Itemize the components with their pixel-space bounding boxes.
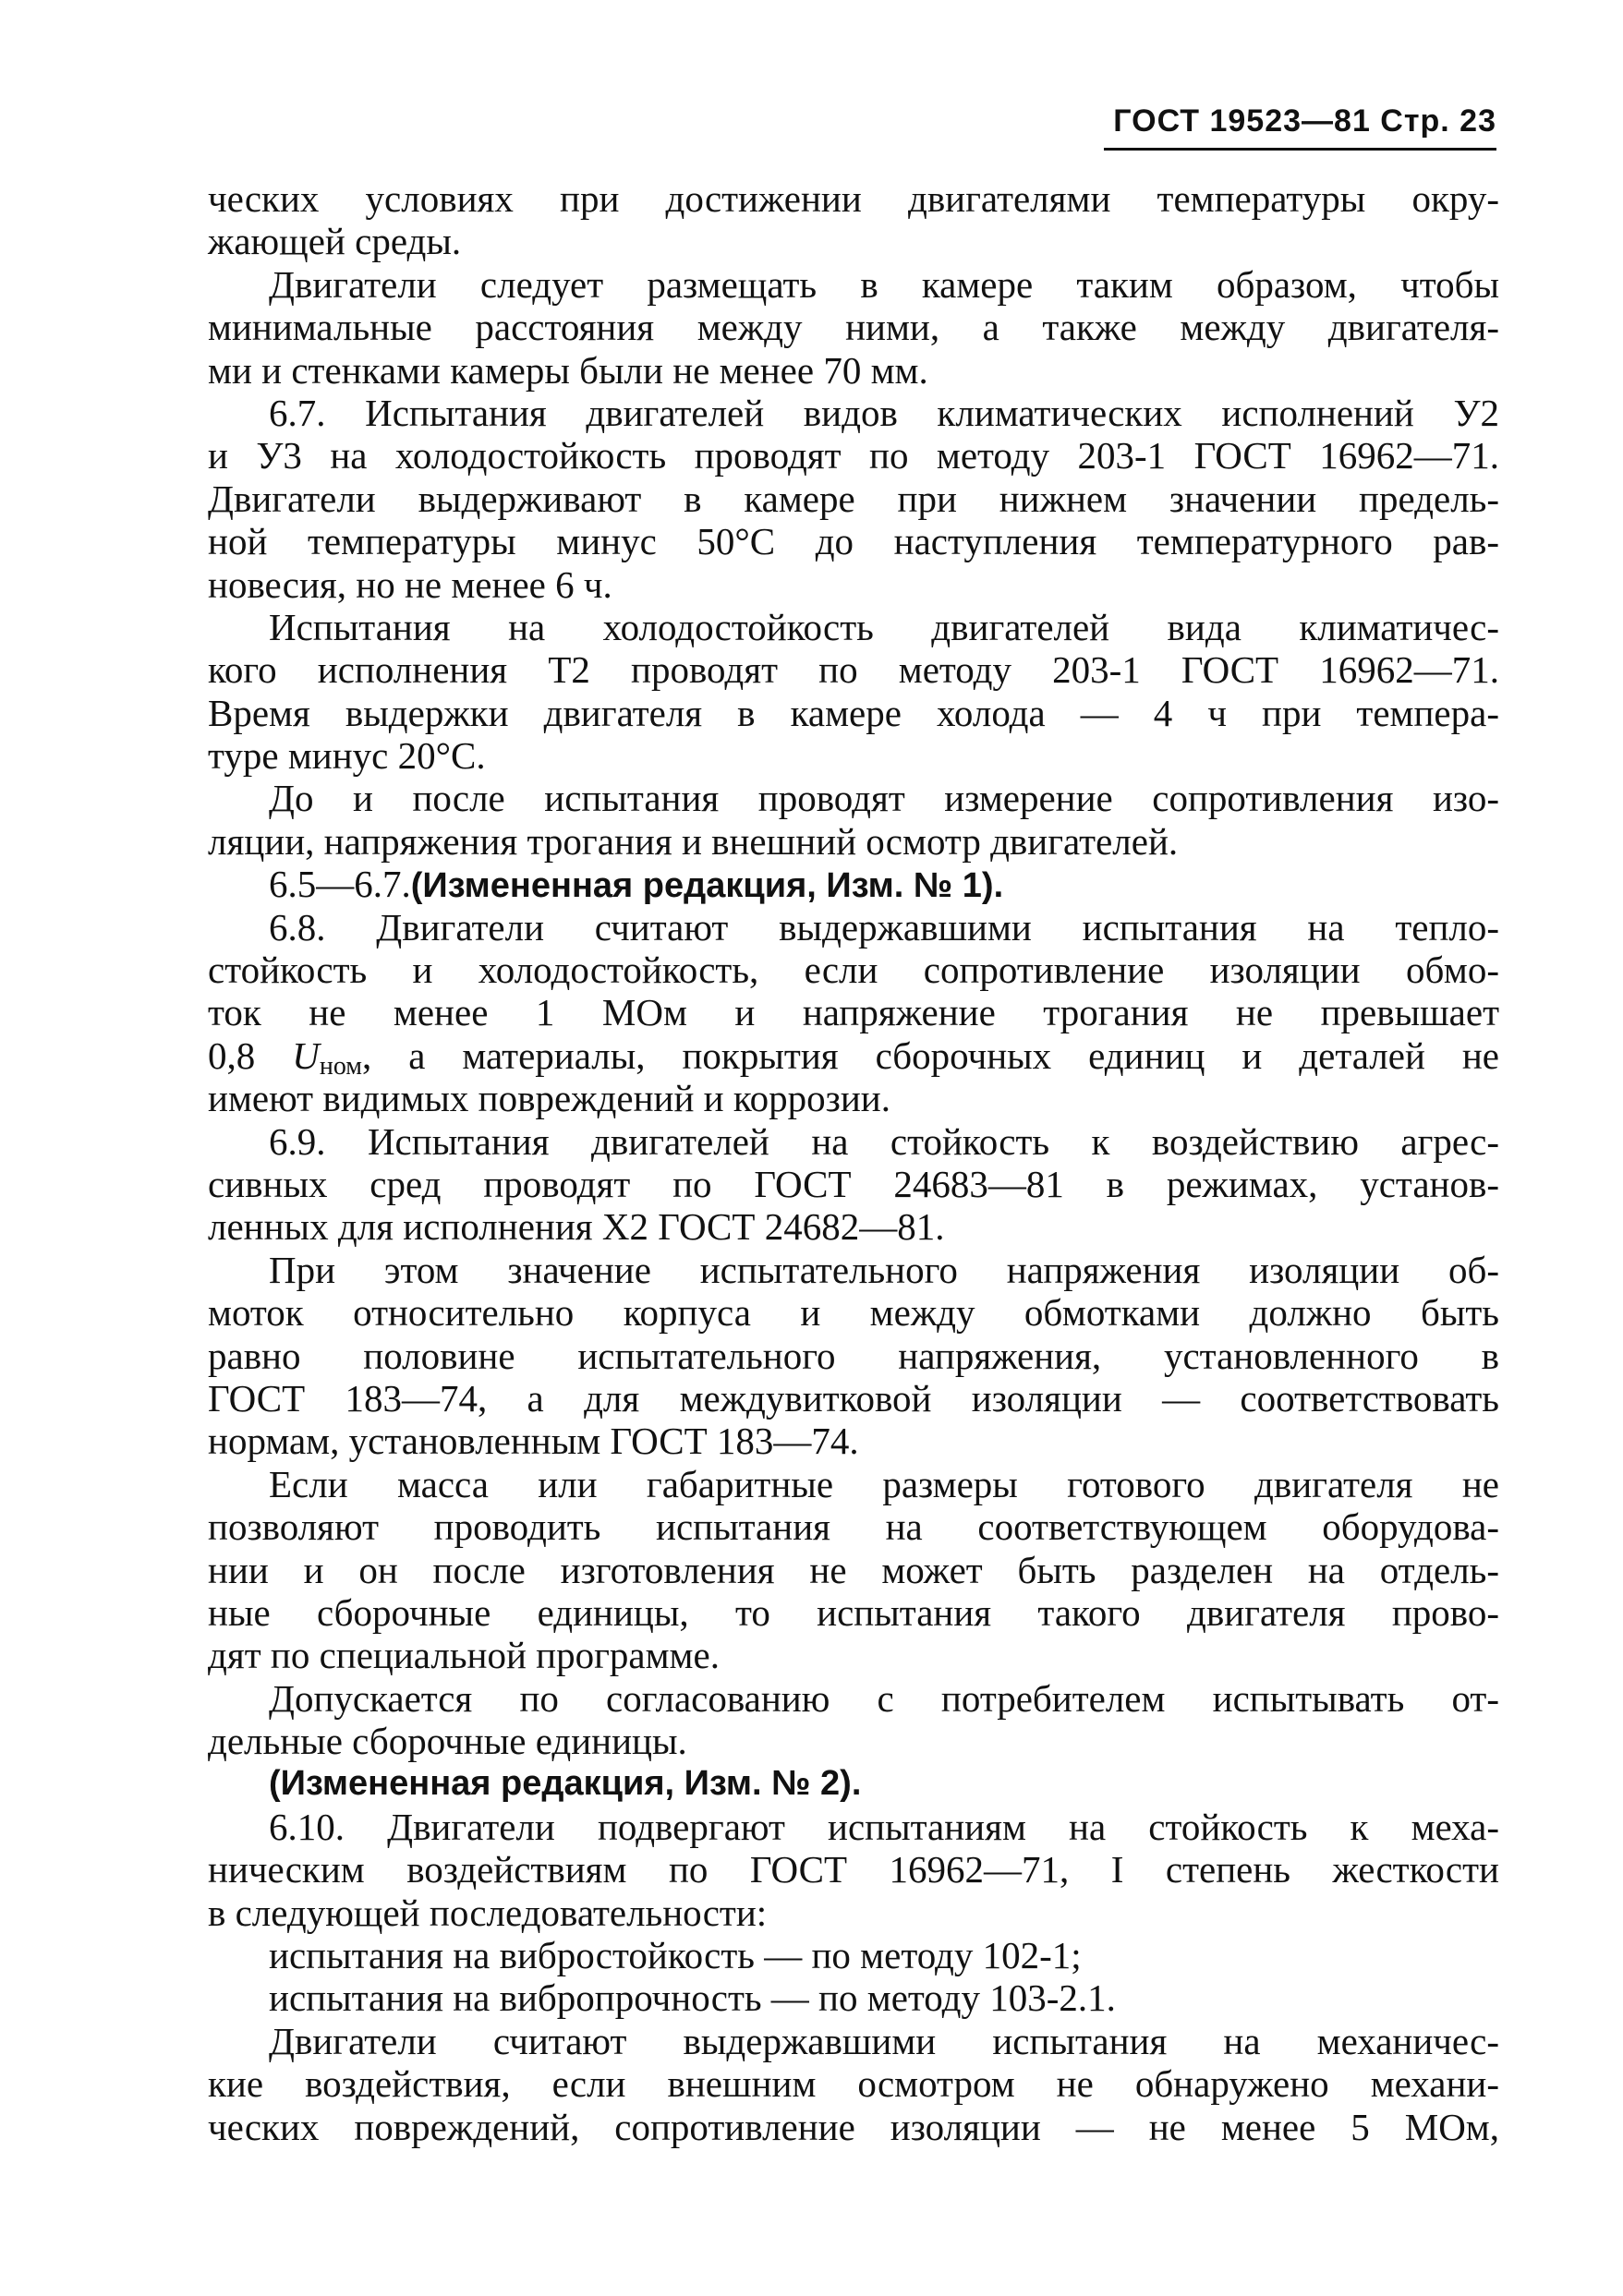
text-line: позволяют проводить испытания на соответствующем оборудова-	[208, 1505, 1499, 1549]
text-line: Испытания на холодостойкость двигателей вида климатичес-	[269, 605, 1499, 648]
text-line: испытания на вибростойкость — по методу 102-1;	[269, 1934, 1082, 1977]
voltage-coefficient: 0,8	[208, 1033, 256, 1077]
text-line: ленных для исполнения Х2 ГОСТ 24682—81.	[208, 1205, 945, 1249]
text-line: равно половине испытательного напряжения, установленного в	[208, 1334, 1499, 1377]
amendment-note: (Измененная редакция, Изм. № 1).	[410, 866, 1004, 906]
text-line: дельные сборочные единицы.	[208, 1720, 687, 1763]
text-line: туре минус 20°С.	[208, 734, 486, 778]
text-fragment: , а материалы, покрытия сборочных единиц и деталей не	[362, 1033, 1500, 1077]
text-line: нормам, установленным ГОСТ 183—74.	[208, 1420, 859, 1463]
text-line: ческих повреждений, сопротивление изоляции — не менее 5 МОм,	[208, 2105, 1499, 2148]
text-line: ческих условиях при достижении двигателями температуры окру-	[208, 177, 1499, 220]
text-line: дят по специальной программе.	[208, 1634, 720, 1677]
text-line: ГОСТ 183—74, а для междувитковой изоляции — соответствовать	[208, 1376, 1499, 1420]
text-line: жающей среды.	[208, 220, 462, 263]
text-line: До и после испытания проводят измерение сопротивления изо-	[269, 777, 1499, 820]
text-line: нии и он после изготовления не может быть разделен на отдель-	[208, 1548, 1499, 1591]
text-line: 6.9. Испытания двигателей на стойкость к воздействию агрес-	[269, 1119, 1499, 1163]
text-line: новесия, но не менее 6 ч.	[208, 562, 612, 606]
text-line: Двигатели выдерживают в камере при нижнем значении предель-	[208, 477, 1499, 520]
text-line: и У3 на холодостойкость проводят по методу 203-1 ГОСТ 16962—71.	[208, 434, 1499, 477]
text-line: 6.8. Двигатели считают выдержавшими испытания на тепло-	[269, 905, 1499, 949]
text-line: Двигатели считают выдержавшими испытания на механичес-	[269, 2019, 1499, 2062]
text-line: 6.10. Двигатели подвергают испытаниям на стойкость к меха-	[269, 1805, 1499, 1848]
text-line: кого исполнения Т2 проводят по методу 203-1 ГОСТ 16962—71.	[208, 648, 1499, 692]
text-line: моток относительно корпуса и между обмотками должно быть	[208, 1291, 1499, 1335]
text-line	[208, 863, 1499, 905]
voltage-symbol: U	[292, 1033, 320, 1077]
body-text	[208, 177, 1499, 2148]
text-line: ток не менее 1 МОм и напряжение трогания не превышает	[208, 991, 1499, 1034]
text-line: ной температуры минус 50°С до наступления температурного рав-	[208, 520, 1499, 563]
running-header: ГОСТ 19523—81 Стр. 23	[1113, 103, 1496, 139]
text-line: ляции, напряжения трогания и внешний осмотр двигателей.	[208, 819, 1179, 863]
text-line: Время выдержки двигателя в камере холода — 4 ч при темпера-	[208, 691, 1499, 734]
text-line: Если масса или габаритные размеры готового двигателя не	[269, 1462, 1499, 1505]
amendment-note: (Измененная редакция, Изм. № 2).	[269, 1764, 862, 1804]
text-line: 6.7. Испытания двигателей видов климатических исполнений У2	[269, 391, 1499, 434]
text-line: имеют видимых повреждений и коррозии.	[208, 1077, 891, 1120]
text-line: стойкость и холодостойкость, если сопротивление изоляции обмо-	[208, 949, 1499, 992]
text-line: При этом значение испытательного напряжения изоляции об-	[269, 1248, 1499, 1291]
text-line: сивных сред проводят по ГОСТ 24683—81 в режимах, установ-	[208, 1162, 1499, 1205]
text-line: ные сборочные единицы, то испытания такого двигателя прово-	[208, 1590, 1499, 1634]
text-line: ми и стенками камеры были не менее 70 мм.	[208, 348, 928, 392]
section-ref: 6.5—6.7.	[269, 863, 411, 906]
text-line: ническим воздействиям по ГОСТ 16962—71, I степень жесткости	[208, 1848, 1499, 1891]
text-line: Двигатели следует размещать в камере таким образом, чтобы	[269, 262, 1499, 306]
text-line: кие воздействия, если внешним осмотром не обнаружено механи-	[208, 2062, 1499, 2106]
text-line: минимальные расстояния между ними, а также между двигателя-	[208, 306, 1499, 349]
voltage-subscript: ном	[319, 1051, 362, 1081]
text-line	[208, 1033, 1500, 1081]
text-line: испытания на вибропрочность — по методу 103-2.1.	[269, 1976, 1116, 2020]
header-rule	[1104, 148, 1496, 151]
text-line: Допускается по согласованию с потребителем испытывать от-	[269, 1676, 1499, 1720]
text-line: в следующей последовательности:	[208, 1891, 768, 1934]
